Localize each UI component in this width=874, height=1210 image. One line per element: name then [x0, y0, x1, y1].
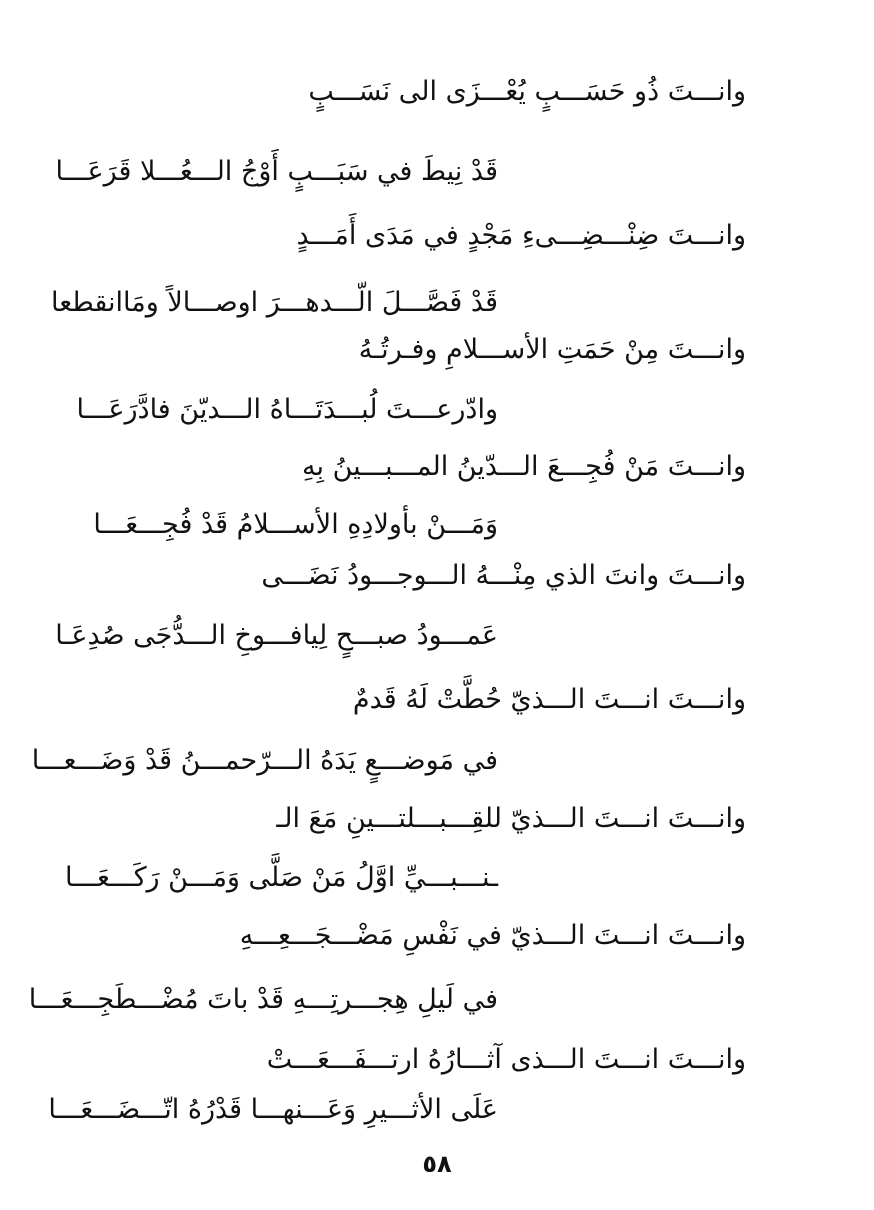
- verse-line-13: وانـــتَ انـــتَ الـــذيّ للقِـــبـــلتـــينِ مَعَ الـ: [276, 803, 746, 834]
- verse-line-1: وانـــتَ ذُو حَسَـــبٍ يُعْـــزَى الى نَسَـــبٍ: [308, 76, 746, 107]
- page-number: ٥٨: [422, 1150, 452, 1178]
- verse-line-6: وادّرعـــتَ لُبـــدَتَـــاهُ الـــديّنَ فادَّرَعَـــا: [76, 394, 498, 425]
- verse-line-4: قَدْ فَصَّـــلَ الّـــدهـــرَ اوصـــالاً ومَاانقطعا: [50, 287, 498, 318]
- verse-line-9: وانـــتَ وانتَ الذي مِنْـــهُ الـــوجـــودُ نَضَـــى: [261, 560, 746, 591]
- verse-line-10: عَمـــودُ صبـــحٍ لِيافـــوخِ الـــدُّجَى صُدِعَـا: [55, 620, 498, 651]
- verse-line-15: وانـــتَ انـــتَ الـــذيّ في نَفْسِ مَضْـــجَـــعِـــهِ: [239, 920, 746, 951]
- verse-line-18: عَلَى الأثـــيرِ وَعَـــنهـــا قَدْرُهُ اتّـــضَـــعَـــا: [48, 1094, 498, 1125]
- verse-line-17: وانـــتَ انـــتَ الـــذى آثـــارُهُ ارتـــفَـــعَـــتْ: [266, 1044, 746, 1075]
- verse-line-14: ـنـــبـــيِّ اوَّلُ مَنْ صَلَّى وَمَـــنْ رَكَـــعَـــا: [64, 862, 498, 893]
- verse-line-5: وانـــتَ مِنْ حَمَتِ الأســـلامِ وفـرتُـهُ: [358, 334, 746, 365]
- verse-line-7: وانـــتَ مَنْ فُجِـــعَ الـــدّينُ المـــبـــينُ بِهِ: [302, 451, 746, 482]
- verse-line-16: في لَيلِ هِجـــرتِـــهِ قَدْ باتَ مُضْـــطَجِـــعَـــا: [28, 984, 498, 1015]
- verse-line-2: قَدْ نِيطَ في سَبَـــبٍ أَوْجُ الـــعُـــلا قَرَعَـــا: [55, 156, 498, 187]
- verse-line-3: وانـــتَ ضِنْـــضِـــىءِ مَجْدٍ في مَدَى أَمَـــدٍ: [296, 220, 746, 251]
- verse-line-12: في مَوضـــعٍ يَدَهُ الـــرّحمـــنُ قَدْ وَضَـــعـــا: [31, 745, 498, 776]
- verse-line-8: وَمَـــنْ بأولادِهِ الأســـلامُ قَدْ فُجِـــعَـــا: [93, 509, 498, 540]
- verse-line-11: وانـــتَ انـــتَ الـــذيّ حُطَّتْ لَهُ قَدمٌ: [352, 684, 746, 715]
